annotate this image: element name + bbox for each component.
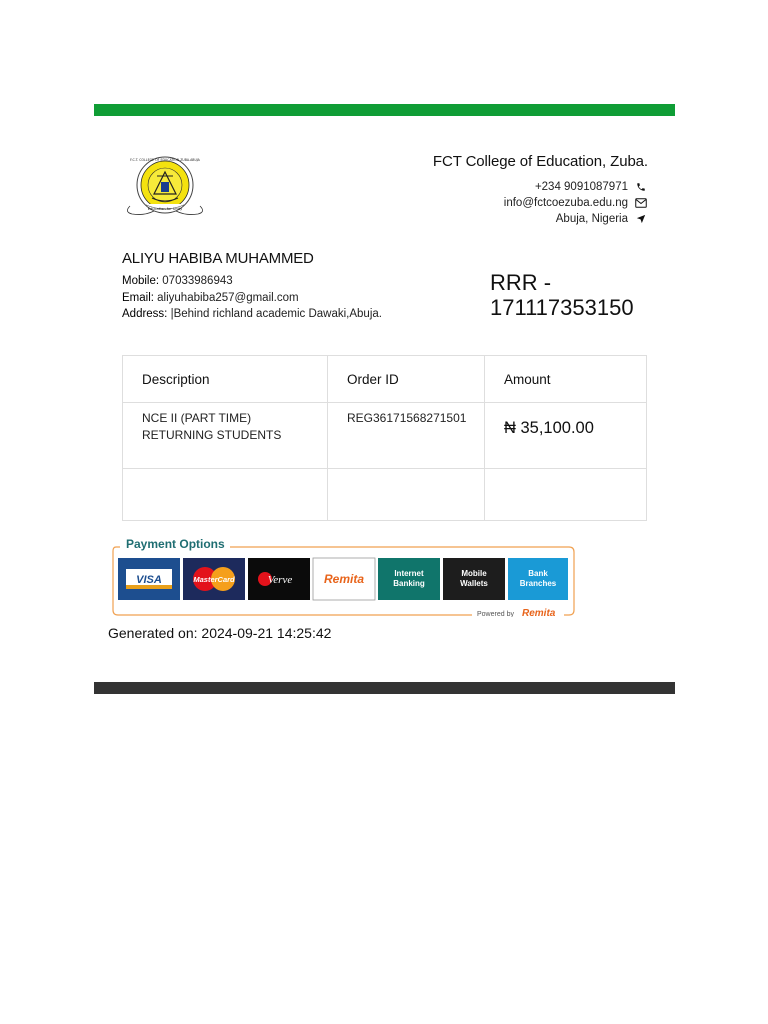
institution-phone-row [433, 179, 648, 195]
institution-email[interactable]: info@fctcoezuba.edu.ng [503, 197, 628, 209]
remita-text: Remita [323, 572, 365, 586]
payment-options-title: Payment Options [126, 537, 225, 551]
cell-empty [485, 469, 647, 521]
column-header-description: Description [123, 356, 328, 403]
description-line-2: RETURNING STUDENTS [142, 428, 282, 442]
mobile-wallets-line2: Wallets [460, 579, 488, 588]
visa-logo [118, 558, 180, 600]
bank-branches-line2: Branches [519, 579, 557, 588]
payer-email-label: Email: [122, 291, 154, 304]
rrr-number: 171117353150 [490, 295, 634, 320]
table-header-row [123, 356, 647, 403]
payer-address-row [122, 306, 382, 323]
envelope-icon [634, 198, 648, 208]
powered-by-brand: Remita [522, 608, 556, 617]
payer-mobile: 07033986943 [162, 275, 233, 287]
institution-location: Abuja, Nigeria [555, 213, 628, 225]
payer-mobile-label: Mobile: [122, 275, 160, 287]
institution-phone: +234 9091087971 [534, 181, 628, 193]
payer-mobile-row [122, 273, 382, 290]
table-row-empty [123, 469, 647, 521]
internet-banking-tile [378, 558, 440, 600]
generated-datetime: 2024-09-21 14:25:42 [201, 625, 332, 641]
mastercard-logo [183, 558, 245, 600]
institution-info [433, 153, 648, 227]
rrr-label: RRR - [490, 270, 552, 295]
column-header-amount: Amount [485, 356, 647, 403]
logo-ring-text: F.C.T. COLLEGE OF EDUCATION ZUBA-ABUJA [130, 158, 200, 162]
payer-email: aliyuhabiba257@gmail.com [157, 291, 299, 304]
table-row [123, 403, 647, 469]
phone-icon [634, 182, 648, 192]
payment-options-banner [112, 537, 575, 617]
cell-empty [123, 469, 328, 521]
visa-text: VISA [136, 574, 162, 586]
bank-branches-tile [508, 558, 568, 600]
generated-timestamp [108, 625, 331, 641]
rrr-reference [490, 270, 634, 320]
column-header-order-id: Order ID [328, 356, 485, 403]
college-logo [124, 154, 206, 222]
cell-amount: ₦ 35,100.00 [485, 403, 647, 469]
description-line-1: NCE II (PART TIME) [142, 411, 252, 425]
verve-text: Verve [267, 574, 293, 586]
header-accent-bar [94, 104, 675, 116]
mobile-wallets-line1: Mobile [461, 569, 487, 578]
footer-accent-bar [94, 682, 675, 694]
institution-email-row [433, 195, 648, 211]
payer-name: ALIYU HABIBA MUHAMMED [122, 250, 314, 267]
payer-info [122, 250, 382, 323]
cell-empty [328, 469, 485, 521]
cell-order-id: REG36171568271501 [328, 403, 485, 469]
bank-branches-line1: Bank [528, 569, 548, 578]
cell-description [123, 403, 328, 469]
internet-banking-line1: Internet [394, 569, 424, 578]
mobile-wallets-tile [443, 558, 505, 600]
generated-label: Generated on: [108, 625, 198, 641]
powered-by-label: Powered by [477, 611, 514, 617]
logo-motto: Education for Unity [147, 207, 183, 211]
internet-banking-line2: Banking [393, 579, 425, 588]
remita-logo [313, 558, 375, 600]
location-arrow-icon [634, 214, 648, 224]
institution-location-row [433, 211, 648, 227]
invoice-table [122, 355, 647, 521]
payer-address: |Behind richland academic Dawaki,Abuja. [170, 308, 382, 320]
institution-name: FCT College of Education, Zuba. [432, 153, 648, 170]
payer-address-label: Address: [122, 308, 168, 320]
mastercard-text: MasterCard [193, 575, 235, 584]
verve-logo [248, 558, 310, 600]
payer-email-row [122, 290, 382, 307]
